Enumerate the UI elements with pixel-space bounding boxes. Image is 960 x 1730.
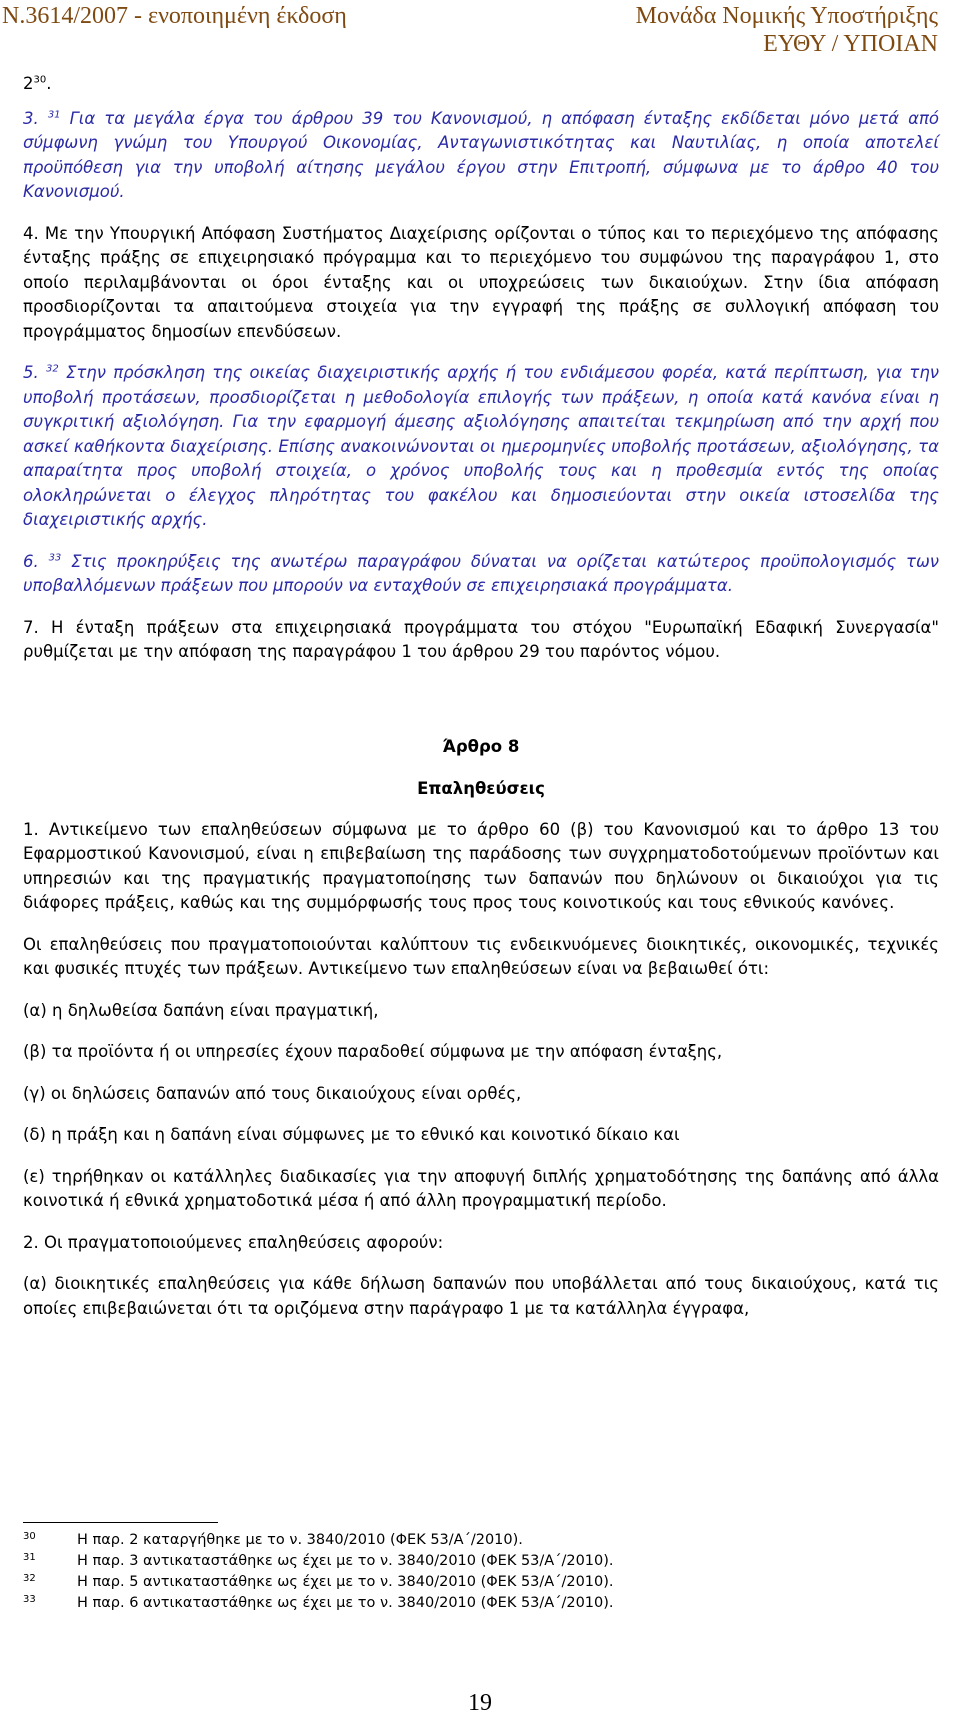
footnote-divider [23,1522,218,1523]
header-law-title: N.3614/2007 - ενοποιημένη έκδοση [2,3,347,29]
document-body [23,72,939,1321]
footnote [23,1572,923,1593]
list-item: (β) τα προϊόντα ή οι υπηρεσίες έχουν παραδοθεί σύμφωνα με την απόφαση ένταξης, [23,1042,723,1061]
article-paragraph-2: 2. Οι πραγματοποιούμενες επαληθεύσεις αφορούν: [23,1232,444,1252]
footnote-ref: 31 [47,109,61,120]
footnote [23,1530,923,1551]
paragraph-text: Στην πρόσκληση της οικείας διαχειριστικής αρχής ή του ενδιάμεσου φορέα, κατά περίπτωση, για την υποβολή προτάσεων, προσδιορίζεται η μεθοδολογία επιλογής των πράξεων, η οποία κατά κανόνα είναι η συγκριτική αξιολόγηση. Για την εφαρμογή άμεσης αξιολόγησης απαιτείται τεκμηρίωση από την αρχή που ασκεί καθήκοντα διαχείρισης. Επίσης ανακοινώνονται οι ημερομηνίες υποβολής προτάσεων, αξιολόγησης, τα απαραίτητα προς υποβολή στοιχεία, ο χρόνος υποβολής τους και η προθεσμία εντός της οποίας ολοκληρώνεται ο έλεγχος πληρότητας του φακέλου και δημοσιεύονται στην οικεία ιστοσελίδα της διαχειριστικής αρχής. [23,363,939,529]
footnote [23,1593,923,1614]
paragraph-number: 3. [23,108,39,128]
paragraph-number: 6. [23,551,39,571]
paragraph-number: 5. [23,363,39,382]
paragraph-2 [23,72,939,97]
paragraph-6 [23,550,939,599]
list-item: (α) η δηλωθείσα δαπάνη είναι πραγματική, [23,1000,379,1020]
header-unit-name: Μονάδα Νομικής Υποστήριξης [635,3,938,29]
paragraph-7: 7. Η ένταξη πράξεων στα επιχειρησιακά προγράμματα του στόχου "Ευρωπαϊκή Εδαφική Συνεργασία" ρυθμίζεται με την απόφαση της παραγράφου 1 του άρθρου 29 του παρόντος νόμου. [23,617,939,661]
article-paragraph-1b: Οι επαληθεύσεις που πραγματοποιούνται καλύπτουν τις ενδεικνυόμενες διοικητικές, οικονομικές, τεχνικές και φυσικές πτυχές των πράξεων. Αντικείμενο των επαληθεύσεων είναι να βεβαιωθεί ότι: [23,934,939,978]
header-unit-code: ΕΥΘΥ / ΥΠΟΙΑΝ [763,31,938,57]
footnote-number: 30 [23,1531,36,1542]
paragraph-text: Για τα μεγάλα έργα του άρθρου 39 του Κανονισμού, η απόφαση ένταξης εκδίδεται μόνο μετά από σύμφωνη γνώμη του Υπουργού Οικονομίας, Ανταγωνιστικότητας και Ναυτιλίας, η οποία αποτελεί προϋπόθεση για την υποβολή αίτησης μεγάλου έργου στην Επιτροπή, σύμφωνα με το άρθρο 40 του Κανονισμού. [23,108,940,201]
footnote-number: 31 [23,1552,36,1563]
footnote-ref: 30 [33,74,47,86]
list-item: (γ) οι δηλώσεις δαπανών από τους δικαιούχους είναι ορθές, [23,1083,522,1103]
paragraph-4: 4. Με την Υπουργική Απόφαση Συστήματος Διαχείρισης ορίζονται ο τύπος και το περιεχόμενο της απόφασης ένταξης πράξης σε επιχειρησιακό πρόγραμμα και το περιεχόμενο του συμφώνου της παραγράφου 1, στο οποίο περιλαμβάνονται οι όροι ένταξης και οι υποχρεώσεις των δικαιούχων. Στην ίδια απόφαση προσδιορίζονται τα απαιτούμενα στοιχεία για την εγγραφή της πράξης σε συλλογική απόφαση του προγράμματος δημοσίων επενδύσεων. [23,223,939,341]
footnote-ref: 32 [45,363,59,375]
footnote [23,1551,923,1572]
footnote-text: Η παρ. 2 καταργήθηκε με το ν. 3840/2010 (ΦΕΚ 53/Α΄/2010). [77,1532,523,1548]
footnote-text: Η παρ. 3 αντικαταστάθηκε ως έχει με το ν. 3840/2010 (ΦΕΚ 53/Α΄/2010). [77,1553,614,1569]
footnote-text: Η παρ. 5 αντικαταστάθηκε ως έχει με το ν. 3840/2010 (ΦΕΚ 53/Α΄/2010). [77,1574,614,1590]
footnote-text: Η παρ. 6 αντικαταστάθηκε ως έχει με το ν. 3840/2010 (ΦΕΚ 53/Α΄/2010). [77,1595,614,1611]
list-item: (δ) η πράξη και η δαπάνη είναι σύμφωνες με το εθνικό και κοινοτικό δίκαιο και [23,1125,680,1144]
list-item: (ε) τηρήθηκαν οι κατάλληλες διαδικασίες για την αποφυγή διπλής χρηματοδότησης της δαπάνης από άλλα κοινοτικά ή εθνικά χρηματοδοτικά μέσα ή από άλλη προγραμματική περίοδο. [23,1166,939,1210]
paragraph-5 [23,361,939,533]
footnote-ref: 33 [48,552,62,563]
article-subtitle: Επαληθεύσεις [417,779,545,798]
paragraph-tail: . [46,74,52,93]
article-paragraph-2a: (α) διοικητικές επαληθεύσεις για κάθε δήλωση δαπανών που υποβάλλεται από τους δικαιούχους, κατά τις οποίες επιβεβαιώνεται ότι τα οριζόμενα στην παράγραφο 1 με τα κατάλληλα έγγραφα, [23,1274,939,1318]
article-paragraph-1: 1. Αντικείμενο των επαληθεύσεων σύμφωνα με το άρθρο 60 (β) του Κανονισμού και το άρθρο 13 του Εφαρμοστικού Κανονισμού, είναι η επιβεβαίωση της παράδοσης των συγχρηματοδοτούμενων προϊόντων και υπηρεσιών και της πραγματικής πραγματοποίησης των δαπανών που δηλώνουν οι δικαιούχοι για τις διάφορες πράξεις, καθώς και της συμμόρφωσής τους προς τους κοινοτικούς και τους εθνικούς κανόνες. [23,819,939,912]
paragraph-3 [23,107,939,205]
footnote-number: 33 [23,1594,36,1605]
header-unit [636,2,938,58]
footnote-number: 32 [23,1573,36,1584]
paragraph-number: 2 [23,74,34,93]
article-title: Άρθρο 8 [442,736,520,756]
footnotes [23,1530,923,1614]
page-number: 19 [468,1690,492,1716]
paragraph-text: Στις προκηρύξεις της ανωτέρω παραγράφου δύναται να ορίζεται κατώτερος προϋπολογισμός των υποβαλλόμενων πράξεων που μπορούν να ενταχθούν σε επιχειρησιακά προγράμματα. [23,551,939,595]
